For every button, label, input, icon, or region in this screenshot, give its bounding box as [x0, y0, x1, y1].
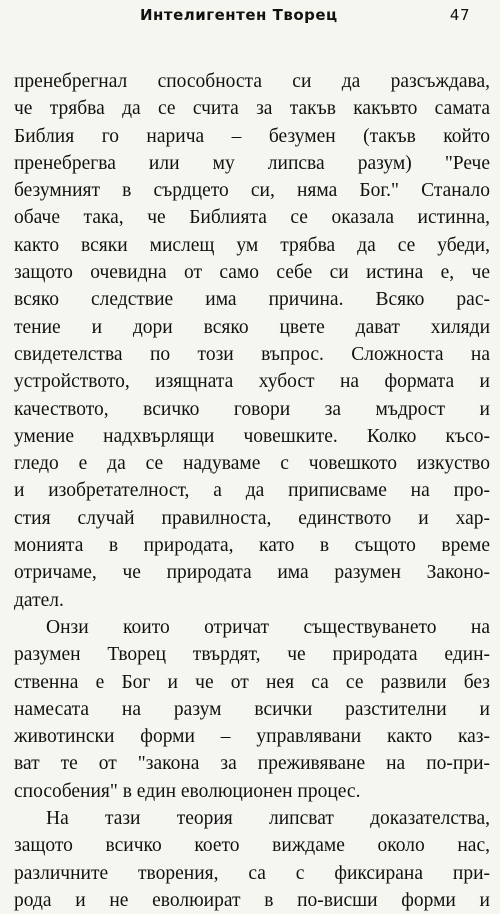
- text-line: рода и не еволюират в по-висши форми и: [14, 889, 490, 911]
- text-line: гледо е да се надуваме с човешкото изкуство: [14, 453, 490, 475]
- text-line: защото всичко което виждаме около нас,: [14, 835, 490, 857]
- text-line: На тази теория липсват доказателства,: [46, 808, 490, 830]
- text-line: дател.: [14, 589, 64, 611]
- paragraph-2: [14, 614, 490, 805]
- text-line: разумен Творец твърдят, че природата един-: [14, 644, 490, 666]
- text-line: способения" в един еволюционен процес.: [14, 780, 361, 802]
- body-text: [14, 68, 490, 914]
- text-line: умение надхвърлящи човешките. Колко късо-: [14, 425, 490, 447]
- text-line: безумният в сърдцето си, няма Бог." Станало: [14, 180, 490, 202]
- running-title: Интелигентен Творец: [140, 6, 338, 24]
- text-line: обаче така, че Библията се оказала истинна,: [14, 207, 490, 229]
- text-line: намесата на разум всички разстителни и: [14, 698, 490, 720]
- text-line: че трябва да се счита за такъв какъвто самата: [14, 98, 490, 120]
- text-line: както всяки мислещ ум трябва да се убеди,: [14, 234, 490, 256]
- text-line: всяко следствие има причина. Всяко рас-: [14, 289, 490, 311]
- text-line: защото очевидна от само себе си истина е, че: [14, 262, 490, 284]
- text-line: различните творения, са с фиксирана при-: [14, 862, 490, 884]
- text-line: животински форми – управлявани както каз-: [14, 726, 490, 748]
- text-line: пренебрегва или му липсва разум) "Рече: [14, 152, 490, 174]
- text-line: пренебрегнал способноста си да разсъждава,: [14, 71, 490, 92]
- text-line: свидетелства по този въпрос. Сложноста на: [14, 343, 490, 365]
- text-line: отричаме, че природата има разумен Законо-: [14, 562, 490, 584]
- paragraph-1: [14, 68, 490, 614]
- text-line: ственна е Бог и че от нея са се развили без: [14, 671, 490, 693]
- text-line: Библия го нарича – безумен (такъв който: [14, 125, 490, 147]
- page-number: 47: [449, 6, 470, 24]
- text-line: стия случай правилноста, единството и хар-: [14, 507, 490, 529]
- text-line: Онзи които отричат съществуването на: [46, 616, 490, 638]
- text-line: качеството, всичко говори за мъдрост и: [14, 398, 490, 420]
- text-line: ват те от "закона за преживяване на по-при-: [14, 753, 490, 775]
- paragraph-3: [14, 805, 490, 914]
- text-line: монията в природата, като в същото време: [14, 535, 490, 557]
- text-line: устройството, изящната хубост на формата и: [14, 371, 490, 393]
- text-line: тение и дори всяко цвете дават хиляди: [14, 316, 490, 338]
- text-line: и изобретателност, а да приписваме на про-: [14, 480, 490, 502]
- running-header: [0, 6, 500, 28]
